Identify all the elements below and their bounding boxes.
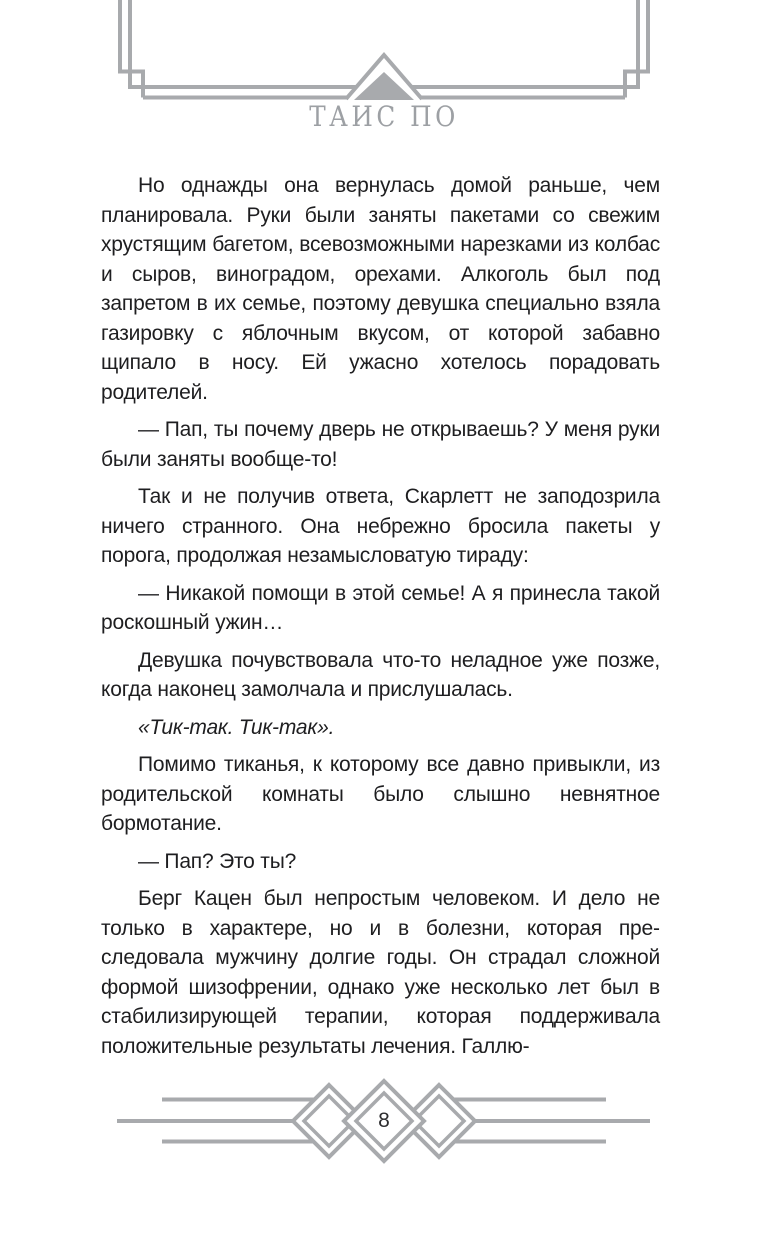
- header-triangle-icon: [354, 72, 414, 100]
- paragraph: Берг Кацен был непростым человеком. И дело не только в характере, но и в болезни, которая преследовала мужчину долгие годы. Он страдал сложной формой шизофрении, однако уже несколько лет был в стабилизирующей терапии, которая поддерживала положительные результаты лечения. Галлю-: [101, 887, 660, 1058]
- paragraph: — Пап, ты почему дверь не открываешь? У меня руки были заняты вообще-то!: [101, 418, 660, 471]
- paragraph-italic: «Тик-так. Тик-так».: [138, 715, 335, 739]
- page-number: 8: [378, 1109, 390, 1132]
- paragraph: — Пап? Это ты?: [138, 849, 297, 873]
- paragraph: Так и не получив ответа, Скарлетт не заподозрила ничего странного. Она небрежно бросила пакеты у порога, продолжая незамысловатую тираду:: [101, 485, 660, 567]
- body-text: [101, 171, 660, 1069]
- page-header-author: ТАИС ПО: [309, 100, 459, 133]
- header-frame-ornament: [0, 0, 768, 110]
- paragraph: Помимо тиканья, к которому все давно привыкли, из родительской комнаты было слышно невнятное бормотание.: [101, 753, 660, 835]
- paragraph: — Никакой помощи в этой семье! А я принесла такой роскошный ужин…: [101, 581, 660, 634]
- paragraph: Девушка почувствовала что-то неладное уже позже, когда наконец замолчала и прислушалась.: [101, 648, 660, 701]
- paragraph: Но однажды она вернулась домой раньше, чем планировала. Руки были заняты пакетами со свежим хрустящим багетом, всевозможными нарезками из колбас и сыров, виноградом, орехами. Алкоголь был под запретом в их семье, поэтому девушка специально взяла газировку с яблочным вкусом, от которой забавно щипало в носу. Ей ужасно хотелось порадовать родителей.: [101, 174, 660, 404]
